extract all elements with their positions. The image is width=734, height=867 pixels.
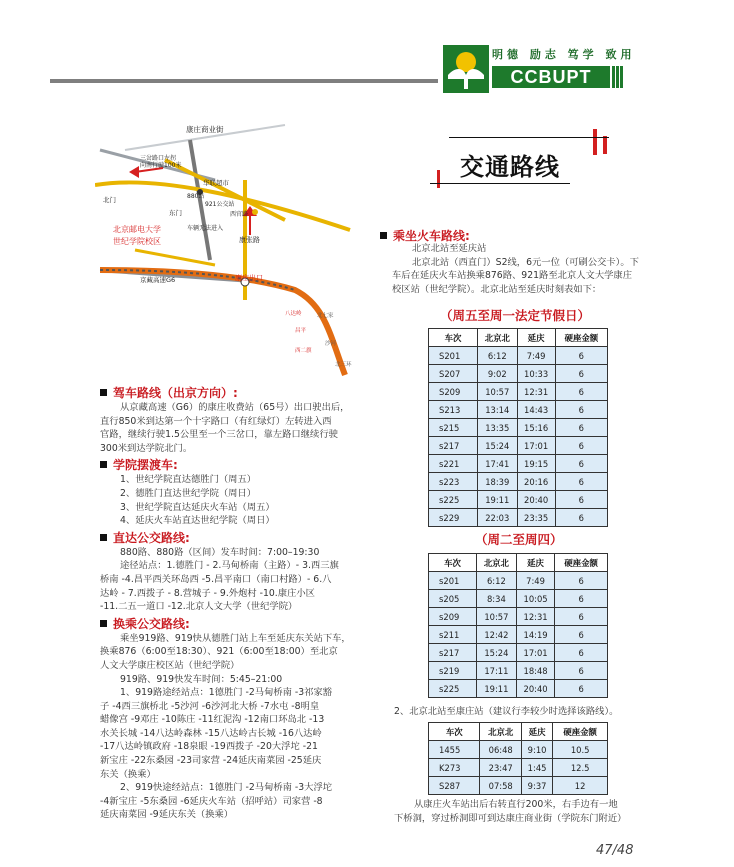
table-cell: S201 [429, 347, 478, 365]
table-cell: s211 [429, 626, 477, 644]
table-cell: 6 [555, 401, 607, 419]
table-cell: 6 [555, 347, 607, 365]
table2-heading: （周二至周四） [475, 532, 563, 547]
title-deco-red-2 [603, 136, 607, 154]
title-deco-red-3 [437, 170, 440, 188]
table-header-cell: 硬座金额 [555, 554, 608, 572]
table-cell: 14:19 [516, 626, 554, 644]
table-cell: 18:39 [477, 473, 517, 491]
table-cell: 20:40 [516, 680, 554, 698]
table-header-cell: 车次 [429, 329, 478, 347]
table-header-cell: 硬座金额 [555, 329, 607, 347]
map-label-beiqijia: 北七家 [317, 313, 334, 319]
table-cell: s209 [429, 608, 477, 626]
table-cell: s205 [429, 590, 477, 608]
bullet-square-icon [100, 620, 107, 627]
table-row [429, 383, 608, 401]
table-cell: 06:48 [480, 741, 521, 759]
table-cell: 1:45 [521, 759, 552, 777]
bullet-square-icon [100, 389, 107, 396]
table-header-row [429, 554, 608, 572]
transfer-body: 乘坐919路、919快从德胜门站上车至延庆东关站下车， 换乘876（6:00至18:30）、921（6:00至18:00）至北京 人文大学康庄校区站（世纪学院） 919路、919快发车时间：5:45–21:00 1、919路途经站点：1德胜门 -2马甸桥南 -3祁家豁 子 -4西三旗桥北 -5沙河 -6沙河北大桥 -7水屯 -8明皇 蜡像宫 -9邓庄 -10陈庄 -11红泥沟 -12南口环岛北 -13 水关长城 -14八达岭森林 -15八达岭古长城 -16八达岭 -17八达岭镇政府 -18泉眼 -19西拨子 -20大浮坨 -21 新宝庄 -22东桑园 -23司家营 -24延庆南菜园 -25延庆 东关（换乘） 2、919快途经站点：1德胜门 -2马甸桥南 -3大浮坨 -4新宝庄 -5东桑园 -6延庆火车站（招呼站）司家营 -8 延庆南菜园 -9延庆东关（换乘） [100, 632, 351, 821]
table-cell: 10.5 [553, 741, 608, 759]
table-header-row [429, 329, 608, 347]
timetable-weekday [428, 553, 608, 698]
table-cell: 6 [555, 662, 608, 680]
table-cell: s225 [429, 680, 477, 698]
table-cell: 23:35 [517, 509, 555, 527]
table-cell: 12:31 [516, 608, 554, 626]
table-header-cell: 延庆 [516, 554, 554, 572]
map-label-badaling: 八达岭 [285, 311, 302, 317]
map-label-921-stop: 921公交站 [205, 201, 235, 208]
map-label-sancha-2: 向南行驶100米 [140, 162, 182, 169]
table-row [429, 509, 608, 527]
table-cell: 6 [555, 365, 607, 383]
table-cell: s217 [429, 644, 477, 662]
table-cell: s219 [429, 662, 477, 680]
table-row [429, 419, 608, 437]
table-cell: 12:31 [517, 383, 555, 401]
table-cell: 14:43 [517, 401, 555, 419]
table-row [429, 626, 608, 644]
table-cell: 6 [555, 419, 607, 437]
table-row [429, 365, 608, 383]
table-cell: 6 [555, 509, 607, 527]
table-cell: 9:37 [521, 777, 552, 795]
table-row [429, 473, 608, 491]
table-header-cell: 车次 [429, 723, 480, 741]
table-cell: 6 [555, 680, 608, 698]
table-cell: S213 [429, 401, 478, 419]
direct-bus-heading: 直达公交路线: [100, 530, 400, 546]
table-cell: 9:02 [477, 365, 517, 383]
table-cell: 12:42 [476, 626, 516, 644]
title-deco-red [593, 129, 597, 155]
timetable-weekend [428, 328, 608, 527]
table-cell: s217 [429, 437, 478, 455]
logo-emblem-icon [443, 45, 489, 93]
table-cell: S287 [429, 777, 480, 795]
map-label-xierqi: 西二旗 [295, 348, 312, 354]
brand-name: CCBUPT [492, 66, 610, 88]
table-cell: 6 [555, 383, 607, 401]
table-cell: s223 [429, 473, 478, 491]
table-cell: 17:41 [477, 455, 517, 473]
title-deco-line [449, 137, 609, 138]
table-cell: 15:24 [477, 437, 517, 455]
table-cell: s221 [429, 455, 478, 473]
table-cell: 8:34 [476, 590, 516, 608]
table-cell: 20:16 [517, 473, 555, 491]
table-cell: 19:15 [517, 455, 555, 473]
table-cell: 17:01 [516, 644, 554, 662]
brand-bars [612, 66, 626, 88]
table-cell: 9:10 [521, 741, 552, 759]
table-cell: 7:49 [517, 347, 555, 365]
table-cell: 12 [553, 777, 608, 795]
drive-heading: 驾车路线（出京方向）: [100, 385, 400, 401]
table-cell: 6 [555, 608, 608, 626]
table-cell: 10:57 [477, 383, 517, 401]
table-cell: 7:49 [516, 572, 554, 590]
transfer-heading: 换乘公交路线: [100, 616, 400, 632]
train-footer: 从康庄火车站出后右转直行200米，右手边有一地 下桥洞，穿过桥洞即可到达康庄商业街（学院东门附近） [394, 799, 627, 824]
table-row [429, 347, 608, 365]
shuttle-heading: 学院摆渡车: [100, 457, 400, 473]
map-label-supermarket: 华联超市 [203, 179, 229, 187]
map-label-880-stop: 880站 [187, 193, 205, 200]
table-row [429, 455, 608, 473]
table-cell: 19:11 [477, 491, 517, 509]
map-label-xiguan-road: 西官路 [230, 211, 249, 218]
table-cell: s215 [429, 419, 478, 437]
table-cell: S209 [429, 383, 478, 401]
drive-body: 从京藏高速（G6）的康庄收费站（65号）出口驶出后， 直行850米到达第一个十字路口（有红绿灯）左转进入西 官路，继续行驶1.5公里至一个三岔口，靠左路口继续行驶 300米到达学院北门。 [100, 402, 350, 454]
table-cell: 6:12 [477, 347, 517, 365]
map-label-campus-2: 世纪学院校区 [113, 237, 161, 246]
route2-line: 2、北京北站至康庄站（建议行李较少时选择该路线）。 [394, 706, 619, 717]
college-motto: 明德 励志 笃学 致用 [492, 48, 636, 61]
table-header-cell: 延庆 [521, 723, 552, 741]
map-label-east-gate: 东门 [169, 209, 182, 217]
table-cell: 10:57 [476, 608, 516, 626]
page-number: 47/48 [596, 843, 634, 858]
map-label-exit: 康庄出口 [235, 274, 263, 282]
table-cell: 10:33 [517, 365, 555, 383]
table-row [429, 759, 608, 777]
map-label-no-vehicles: 车辆无法进入 [187, 225, 224, 232]
table-cell: 12.5 [553, 759, 608, 777]
table1-heading: （周五至周一法定节假日） [440, 308, 591, 323]
shuttle-body: 1、世纪学院直达德胜门（周五） 2、德胜门直达世纪学院（周日） 3、世纪学院直达延庆火车站（周五） 4、延庆火车站直达世纪学院（周日） [120, 474, 275, 527]
map-label-shahe: 沙河 [325, 341, 337, 347]
train-body: 北京北站至延庆站 北京北站（西直门）S2线，6元一位（可刷公交卡）。下 车后在延庆火车站换乘876路、921路至北京人文大学康庄 校区站（世纪学院）。北京北站至延庆时刻表如下： [392, 243, 639, 295]
train-heading: 乘坐火车路线: [380, 228, 470, 244]
table-cell: 15:24 [476, 644, 516, 662]
table-header-cell: 车次 [429, 554, 477, 572]
direct-bus-body: 880路、880路（区间）发车时间：7:00–19:30 途径站点：1.德胜门 - 2.马甸桥南（主路）- 3.西三旗 桥南 -4.昌平西关环岛西 -5.昌平南口（南口村路）- 6.八 达岭 - 7.西拨子 - 8.营城子 - 9.外炮村 -10.康庄小区 -11.二五一道口 -12.北京人文大学（世纪学院） [100, 546, 339, 613]
table-cell: 6 [555, 590, 608, 608]
table-header-cell: 北京北 [480, 723, 521, 741]
table-row [429, 680, 608, 698]
title-deco-line-2 [430, 183, 570, 184]
table-header-cell: 延庆 [517, 329, 555, 347]
table-cell: 6 [555, 644, 608, 662]
page-title: 交通路线 [460, 152, 560, 181]
map-label-commercial-street: 康庄商业街 [186, 125, 224, 134]
table-row [429, 777, 608, 795]
table-cell: 15:16 [517, 419, 555, 437]
table-cell: 17:11 [476, 662, 516, 680]
table-cell: 13:35 [477, 419, 517, 437]
timetable-kangzhuang [428, 722, 608, 795]
table-cell: S207 [429, 365, 478, 383]
table-cell: s229 [429, 509, 478, 527]
table-row [429, 437, 608, 455]
table-row [429, 662, 608, 680]
bullet-square-icon [380, 232, 387, 239]
table-header-cell: 北京北 [477, 329, 517, 347]
table-cell: 6 [555, 572, 608, 590]
table-cell: 1455 [429, 741, 480, 759]
map-label-north-gate: 北门 [103, 196, 116, 204]
table-cell: 18:48 [516, 662, 554, 680]
table-cell: 20:40 [517, 491, 555, 509]
table-row [429, 644, 608, 662]
table-header-row [429, 723, 608, 741]
table-cell: 6 [555, 437, 607, 455]
map-label-kangzhang-road: 康张路 [239, 236, 260, 244]
table-row [429, 741, 608, 759]
table-cell: 17:01 [517, 437, 555, 455]
table-row [429, 590, 608, 608]
table-row [429, 572, 608, 590]
map-label-changping: 昌平 [295, 328, 307, 334]
table-cell: 10:05 [516, 590, 554, 608]
table-cell: 13:14 [477, 401, 517, 419]
bullet-square-icon [100, 534, 107, 541]
table-header-cell: 硬座金额 [553, 723, 608, 741]
left-column [100, 385, 400, 822]
table-cell: 6:12 [476, 572, 516, 590]
table-cell: 22:03 [477, 509, 517, 527]
route-map [95, 120, 370, 380]
table-cell: 6 [555, 626, 608, 644]
table-cell: K273 [429, 759, 480, 777]
table-cell: 6 [555, 455, 607, 473]
table-cell: s201 [429, 572, 477, 590]
map-label-campus: 北京邮电大学 [113, 225, 161, 234]
table-row [429, 491, 608, 509]
map-label-highway: 京藏高速G6 [140, 276, 176, 284]
table-cell: 6 [555, 491, 607, 509]
bullet-square-icon [100, 461, 107, 468]
map-label-sancha: 三岔路口左拐 [140, 155, 177, 162]
header-rule [50, 79, 438, 83]
table-cell: s225 [429, 491, 478, 509]
table-row [429, 608, 608, 626]
table-cell: 19:11 [476, 680, 516, 698]
table-header-cell: 北京北 [476, 554, 516, 572]
table-cell: 6 [555, 473, 607, 491]
table-cell: 07:58 [480, 777, 521, 795]
map-label-beisanhuan: 北三环 [335, 362, 352, 368]
table-cell: 23:47 [480, 759, 521, 777]
table-row [429, 401, 608, 419]
